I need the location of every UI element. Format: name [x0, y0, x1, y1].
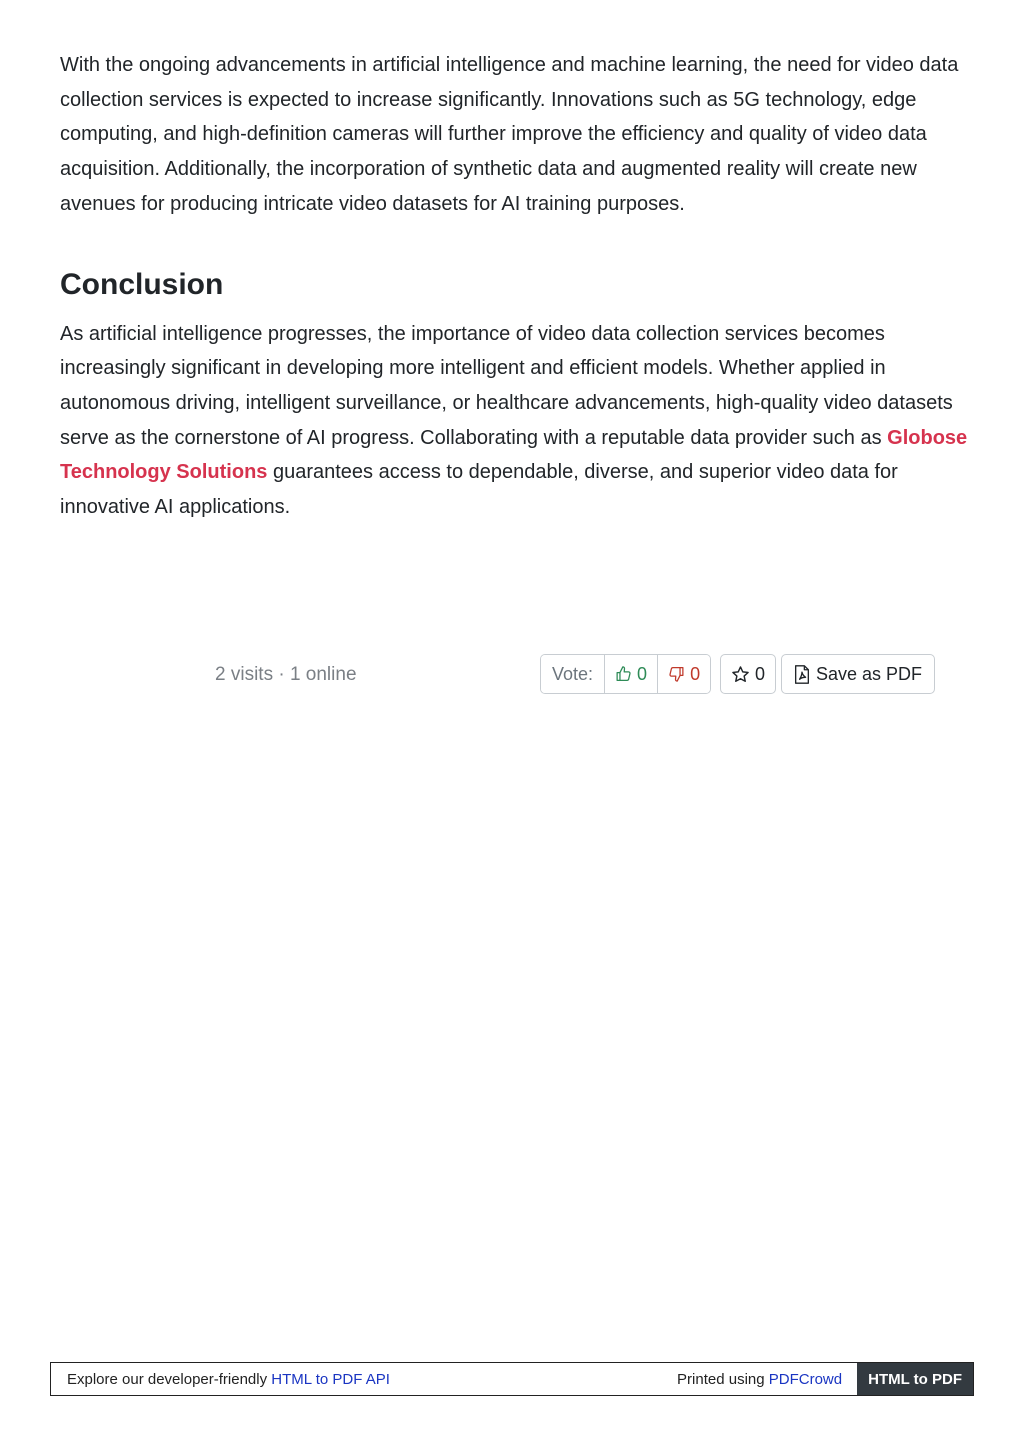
vote-up-count: 0 — [637, 663, 648, 684]
footer-explore — [51, 1371, 677, 1388]
conclusion-text-start: As artificial intelligence progresses, the importance of video data collection services becomes increasingly significant in developing more intelligent and efficient models. Whether applied in autonomous driving, intelligent surveillance, or healthcare advancements, high-quality video datasets serve as the cornerstone of AI progress. Collaborating with a reputable data provider such as — [60, 322, 953, 449]
footer-printed-text: Printed using — [677, 1370, 769, 1388]
thumbs-down-icon — [668, 665, 685, 683]
file-pdf-icon — [794, 665, 810, 684]
pdfcrowd-link[interactable]: PDFCrowd — [768, 1370, 843, 1388]
vote-down-button[interactable] — [658, 655, 710, 693]
vote-up-button[interactable] — [605, 655, 658, 693]
vote-label: Vote: — [541, 655, 605, 693]
vote-group — [540, 654, 711, 694]
footer-printed — [677, 1371, 857, 1388]
star-icon — [731, 665, 750, 684]
html-to-pdf-api-link[interactable]: HTML to PDF API — [271, 1370, 390, 1388]
save-as-pdf-label: Save as PDF — [816, 663, 923, 684]
star-count: 0 — [755, 663, 766, 684]
save-as-pdf-button[interactable] — [781, 654, 935, 694]
pdf-footer — [50, 1362, 974, 1396]
conclusion-paragraph — [60, 317, 970, 525]
footer-explore-text: Explore our developer-friendly — [67, 1370, 272, 1388]
intro-paragraph: With the ongoing advancements in artificial intelligence and machine learning, the need for video data collection services is expected to increase significantly. Innovations such as 5G technology, edge computing, and high-definition cameras will further improve the efficiency and quality of video data acquisition. Additionally, the incorporation of synthetic data and augmented reality will create new avenues for producing intricate video datasets for AI training purposes. — [60, 54, 959, 215]
vote-down-count: 0 — [690, 663, 701, 684]
visit-stats: 2 visits · 1 online — [215, 664, 357, 685]
html-to-pdf-badge[interactable]: HTML to PDF — [857, 1363, 973, 1395]
conclusion-text-end: guarantees access to dependable, diverse, and superior video data for innovative AI applications. — [60, 461, 898, 519]
star-button[interactable] — [720, 654, 776, 694]
article-content — [60, 48, 970, 525]
thumbs-up-icon — [615, 665, 632, 683]
conclusion-heading: Conclusion — [60, 267, 224, 301]
globose-link[interactable]: Globose Technology Solutions — [60, 426, 968, 484]
